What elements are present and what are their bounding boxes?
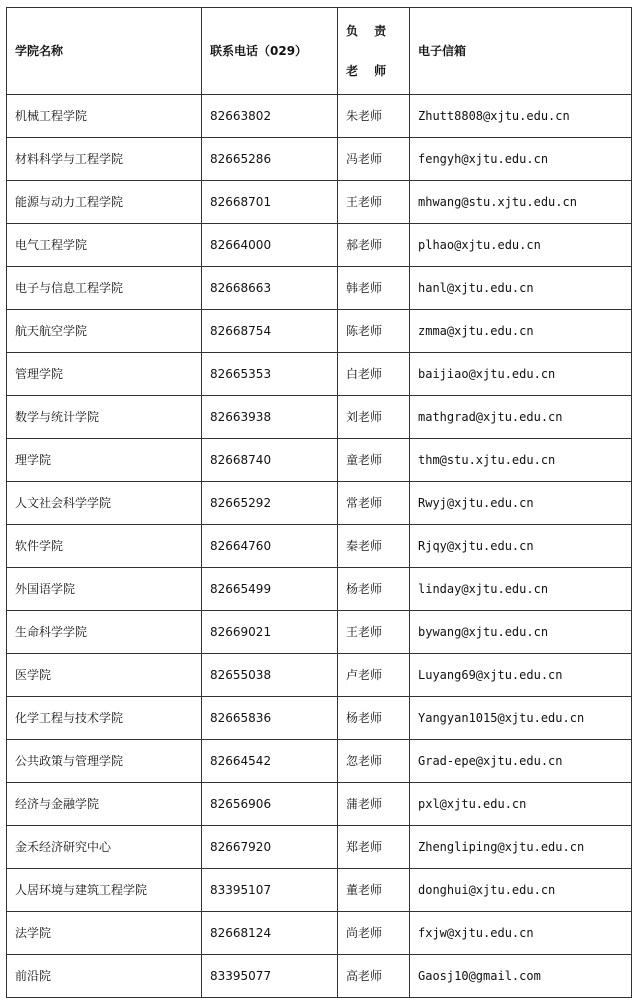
email-address: plhao@xjtu.edu.cn: [410, 224, 632, 267]
teacher-name: 蒲老师: [338, 783, 410, 826]
phone-number: 82663802: [202, 95, 338, 138]
college-name: 电气工程学院: [7, 224, 202, 267]
college-name: 机械工程学院: [7, 95, 202, 138]
table-row: [7, 353, 632, 396]
teacher-name: 卢老师: [338, 654, 410, 697]
college-name: 外国语学院: [7, 568, 202, 611]
email-address: pxl@xjtu.edu.cn: [410, 783, 632, 826]
phone-number: 82668663: [202, 267, 338, 310]
phone-number: 82664542: [202, 740, 338, 783]
email-address: mhwang@stu.xjtu.edu.cn: [410, 181, 632, 224]
teacher-name: 杨老师: [338, 697, 410, 740]
teacher-name: 郑老师: [338, 826, 410, 869]
college-name: 软件学院: [7, 525, 202, 568]
email-address: mathgrad@xjtu.edu.cn: [410, 396, 632, 439]
phone-number: 82665353: [202, 353, 338, 396]
teacher-name: 常老师: [338, 482, 410, 525]
email-address: Gaosj10@gmail.com: [410, 955, 632, 998]
table-row: [7, 654, 632, 697]
college-name: 管理学院: [7, 353, 202, 396]
teacher-name: 童老师: [338, 439, 410, 482]
college-name: 法学院: [7, 912, 202, 955]
phone-number: 82665836: [202, 697, 338, 740]
email-address: fengyh@xjtu.edu.cn: [410, 138, 632, 181]
table-row: [7, 482, 632, 525]
teacher-name: 刘老师: [338, 396, 410, 439]
table-row: [7, 95, 632, 138]
phone-number: 82665286: [202, 138, 338, 181]
table-row: [7, 525, 632, 568]
college-name: 人居环境与建筑工程学院: [7, 869, 202, 912]
email-address: Rwyj@xjtu.edu.cn: [410, 482, 632, 525]
email-address: zmma@xjtu.edu.cn: [410, 310, 632, 353]
table-row: [7, 568, 632, 611]
table-row: [7, 310, 632, 353]
teacher-name: 尚老师: [338, 912, 410, 955]
email-address: linday@xjtu.edu.cn: [410, 568, 632, 611]
table-row: [7, 138, 632, 181]
phone-number: 82664000: [202, 224, 338, 267]
teacher-name: 王老师: [338, 611, 410, 654]
college-name: 医学院: [7, 654, 202, 697]
college-name: 数学与统计学院: [7, 396, 202, 439]
header-row: [7, 8, 632, 95]
phone-number: 82663938: [202, 396, 338, 439]
email-address: thm@stu.xjtu.edu.cn: [410, 439, 632, 482]
phone-number: 82668701: [202, 181, 338, 224]
phone-number: 82668124: [202, 912, 338, 955]
teacher-name: 秦老师: [338, 525, 410, 568]
college-name: 经济与金融学院: [7, 783, 202, 826]
college-name: 航天航空学院: [7, 310, 202, 353]
college-name: 生命科学学院: [7, 611, 202, 654]
college-name: 前沿院: [7, 955, 202, 998]
email-address: Rjqy@xjtu.edu.cn: [410, 525, 632, 568]
teacher-name: 忽老师: [338, 740, 410, 783]
table-row: [7, 611, 632, 654]
email-address: Luyang69@xjtu.edu.cn: [410, 654, 632, 697]
table-row: [7, 912, 632, 955]
header-phone: 联系电话（029）: [202, 8, 338, 95]
college-name: 化学工程与技术学院: [7, 697, 202, 740]
teacher-name: 董老师: [338, 869, 410, 912]
table-row: [7, 955, 632, 998]
table-row: [7, 740, 632, 783]
teacher-name: 朱老师: [338, 95, 410, 138]
college-name: 人文社会科学学院: [7, 482, 202, 525]
phone-number: 82667920: [202, 826, 338, 869]
phone-number: 82664760: [202, 525, 338, 568]
table-row: [7, 869, 632, 912]
teacher-name: 王老师: [338, 181, 410, 224]
teacher-name: 陈老师: [338, 310, 410, 353]
table-row: [7, 396, 632, 439]
header-teacher: 负 责 老 师: [338, 8, 410, 95]
phone-number: 82665292: [202, 482, 338, 525]
teacher-name: 白老师: [338, 353, 410, 396]
teacher-name: 高老师: [338, 955, 410, 998]
college-name: 公共政策与管理学院: [7, 740, 202, 783]
email-address: Zhengliping@xjtu.edu.cn: [410, 826, 632, 869]
college-name: 能源与动力工程学院: [7, 181, 202, 224]
email-address: baijiao@xjtu.edu.cn: [410, 353, 632, 396]
header-email: 电子信箱: [410, 8, 632, 95]
header-college: 学院名称: [7, 8, 202, 95]
table-row: [7, 224, 632, 267]
phone-number: 82655038: [202, 654, 338, 697]
email-address: Zhutt8808@xjtu.edu.cn: [410, 95, 632, 138]
table-row: [7, 267, 632, 310]
phone-number: 83395077: [202, 955, 338, 998]
teacher-name: 韩老师: [338, 267, 410, 310]
email-address: donghui@xjtu.edu.cn: [410, 869, 632, 912]
email-address: bywang@xjtu.edu.cn: [410, 611, 632, 654]
teacher-name: 郝老师: [338, 224, 410, 267]
contacts-table: [6, 7, 632, 998]
teacher-name: 冯老师: [338, 138, 410, 181]
phone-number: 82668740: [202, 439, 338, 482]
teacher-name: 杨老师: [338, 568, 410, 611]
college-name: 电子与信息工程学院: [7, 267, 202, 310]
email-address: fxjw@xjtu.edu.cn: [410, 912, 632, 955]
email-address: Grad-epe@xjtu.edu.cn: [410, 740, 632, 783]
table-row: [7, 181, 632, 224]
table-row: [7, 783, 632, 826]
phone-number: 82665499: [202, 568, 338, 611]
phone-number: 82656906: [202, 783, 338, 826]
phone-number: 82669021: [202, 611, 338, 654]
college-name: 金禾经济研究中心: [7, 826, 202, 869]
email-address: hanl@xjtu.edu.cn: [410, 267, 632, 310]
college-name: 材料科学与工程学院: [7, 138, 202, 181]
table-row: [7, 826, 632, 869]
phone-number: 82668754: [202, 310, 338, 353]
email-address: Yangyan1015@xjtu.edu.cn: [410, 697, 632, 740]
phone-number: 83395107: [202, 869, 338, 912]
college-name: 理学院: [7, 439, 202, 482]
table-row: [7, 697, 632, 740]
table-row: [7, 439, 632, 482]
